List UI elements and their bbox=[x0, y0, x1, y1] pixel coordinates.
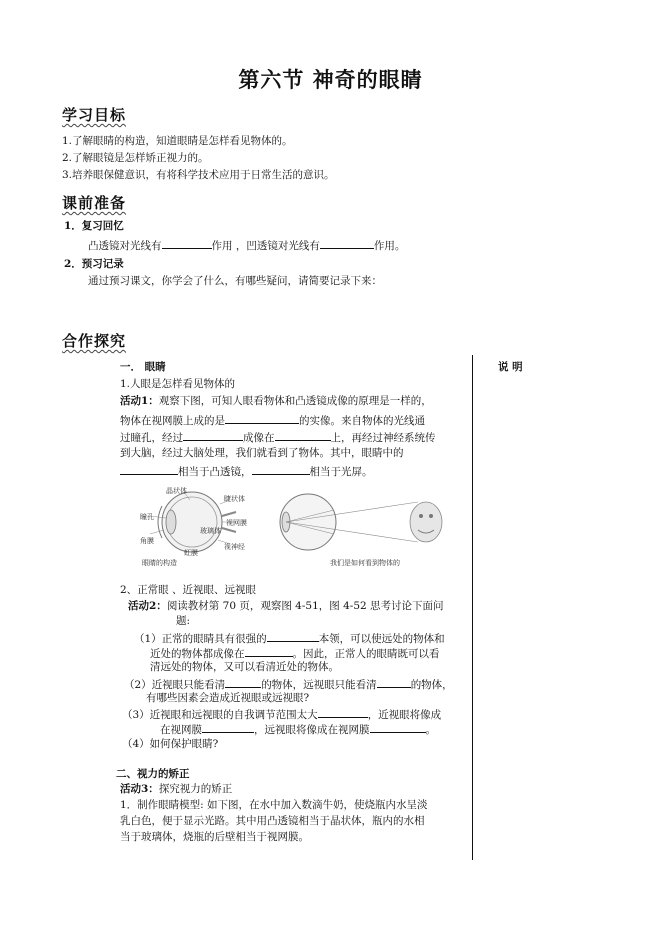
blank-act1-1[interactable] bbox=[225, 412, 299, 424]
q3-line2 bbox=[160, 721, 436, 738]
goal-item-2: 2.了解眼镜是怎样矫正视力的。 bbox=[62, 152, 209, 164]
activity1-line5 bbox=[120, 463, 373, 480]
activity1-text3b: 成像在 bbox=[243, 432, 275, 444]
activity1-text5b: 相当于光屏。 bbox=[309, 466, 373, 478]
blank-act1-4[interactable] bbox=[120, 463, 178, 475]
blank-q1-2[interactable] bbox=[245, 645, 293, 657]
blank-q2-2[interactable] bbox=[377, 676, 411, 688]
blank-q2-1[interactable] bbox=[225, 676, 261, 688]
prep-heading: 课前准备 bbox=[62, 194, 127, 212]
activity1-text1: 观察下图，可知人眼看物体和凸透镜成像的原理是一样的， bbox=[158, 395, 432, 407]
eye-structure-figure bbox=[140, 486, 250, 568]
q1-text-d: 。因此，正常人的眼睛既可以看 bbox=[292, 648, 440, 660]
activity1-text2a: 物体在视网膜上成的是 bbox=[120, 415, 225, 427]
review-line bbox=[88, 237, 405, 254]
activity1-line2 bbox=[120, 412, 425, 429]
preview-title: 2．预习记录 bbox=[64, 258, 124, 270]
blank-q3-2[interactable] bbox=[202, 721, 254, 733]
preview-text: 通过预习课文，你学会了什么，有哪些疑问，请简要记录下来： bbox=[88, 275, 382, 287]
q1-text-a: （1）正常的眼睛具有很强的 bbox=[134, 633, 267, 645]
activity3-step1-line2: 乳白色，便于显示光路。其中用凸透镜相当于晶状体，瓶内的水相 bbox=[120, 815, 425, 827]
activity1-text5a: 相当于凸透镜， bbox=[178, 466, 252, 478]
q1-text-c: 近处的物体都成像在 bbox=[150, 648, 245, 660]
activity1-line4: 到大脑，经过大脑处理，我们就看到了物体。其中，眼睛中的 bbox=[120, 447, 404, 459]
blank-review-2[interactable] bbox=[320, 237, 374, 249]
q4-line: （4）如何保护眼睛? bbox=[122, 738, 219, 750]
fig1-label-retina: 视网膜 bbox=[226, 519, 247, 527]
activity2-label: 活动2： bbox=[128, 600, 167, 612]
q2-text-a: （2）近视眼只能看清 bbox=[124, 679, 226, 691]
explore-heading: 合作探究 bbox=[62, 332, 127, 350]
section2-question: 2、正常眼 、近视眼、远视眼 bbox=[120, 584, 257, 596]
page-title: 第六节 神奇的眼睛 bbox=[238, 67, 423, 92]
q1-line3: 清远处的物体，又可以看清近处的物体。 bbox=[150, 661, 339, 673]
side-label: 说 明 bbox=[498, 361, 523, 373]
review-text-a: 凸透镜对光线有 bbox=[88, 240, 162, 252]
blank-q3-3[interactable] bbox=[370, 721, 426, 733]
fig1-label-vitreous: 玻璃体 bbox=[200, 527, 221, 535]
section1-title: 一． 眼睛 bbox=[120, 361, 166, 373]
blank-act1-2[interactable] bbox=[183, 429, 243, 441]
activity1-line3 bbox=[120, 429, 436, 446]
activity1-line1 bbox=[120, 394, 432, 409]
column-divider bbox=[472, 355, 473, 860]
q3-text-e: 。 bbox=[425, 724, 436, 736]
blank-review-1[interactable] bbox=[162, 237, 212, 249]
activity2-line1 bbox=[128, 599, 444, 614]
seeing-objects-diagram bbox=[268, 490, 448, 554]
goal-item-1: 1.了解眼睛的构造，知道眼睛是怎样看见物体的。 bbox=[62, 135, 293, 147]
blank-act1-3[interactable] bbox=[275, 429, 331, 441]
q3-text-a: （3）近视眼和远视眼的自我调节范围太大 bbox=[122, 709, 318, 721]
q3-text-c: 在视网膜 bbox=[160, 724, 202, 736]
seeing-objects-figure bbox=[268, 490, 448, 568]
blank-act1-5[interactable] bbox=[252, 463, 310, 475]
section3-title: 二、视力的矫正 bbox=[116, 768, 190, 780]
goal-item-3: 3.培养眼保健意识，有将科学技术应用于日常生活的意识。 bbox=[62, 169, 335, 181]
q2-text-b: 的物体，远视眼只能看清 bbox=[261, 679, 377, 691]
fig1-label-optic-nerve: 视神经 bbox=[224, 543, 245, 551]
q2-text-c: 的物体， bbox=[410, 679, 453, 691]
fig1-label-pupil: 瞳孔 bbox=[140, 513, 154, 521]
q1-text-b: 本领，可以使远处的物体和 bbox=[318, 633, 445, 645]
fig1-label-ciliary: 睫状体 bbox=[224, 495, 245, 503]
section1-question: 1.人眼是怎样看见物体的 bbox=[120, 378, 236, 390]
fig1-label-iris: 虹膜 bbox=[184, 549, 198, 557]
activity1-label: 活动1： bbox=[120, 395, 159, 407]
activity2-text1: 阅读教材第 70 页，观察图 4-51，图 4-52 思考讨论下面问 bbox=[166, 600, 444, 612]
activity2-line2: 题: bbox=[176, 615, 191, 627]
blank-q1-1[interactable] bbox=[267, 630, 319, 642]
fig1-caption: 眼睛的构造 bbox=[142, 559, 177, 567]
activity3-step1-line1: 1．制作眼睛模型: 如下图，在水中加入数滴牛奶，使烧瓶内水呈淡 bbox=[120, 799, 428, 811]
blank-q3-1[interactable] bbox=[318, 706, 368, 718]
goals-heading: 学习目标 bbox=[62, 106, 127, 124]
activity1-text2b: 的实像。来自物体的光线通 bbox=[299, 415, 425, 427]
activity3-line bbox=[120, 782, 232, 797]
activity1-text3a: 过瞳孔，经过 bbox=[120, 432, 183, 444]
activity3-step1-line3: 当于玻璃体，烧瓶的后壁相当于视网膜。 bbox=[120, 831, 309, 843]
fig1-label-cornea: 角膜 bbox=[140, 537, 154, 545]
review-text-c: 作用。 bbox=[373, 240, 406, 252]
q3-text-d: ，远视眼将像成在视网膜 bbox=[254, 724, 370, 736]
activity3-text: 探究视力的矫正 bbox=[158, 783, 233, 795]
activity3-label: 活动3： bbox=[120, 783, 159, 795]
review-title: 1．复习回忆 bbox=[64, 220, 124, 232]
activity1-text3c: 上，再经过神经系统传 bbox=[330, 432, 436, 444]
q2-line2: 有哪些因素会造成近视眼或远视眼? bbox=[146, 692, 310, 704]
review-text-b: 作用 ，凹透镜对光线有 bbox=[211, 240, 320, 252]
fig2-caption: 我们是如何看到物体的 bbox=[330, 559, 400, 567]
q3-text-b: ，近视眼将像成 bbox=[367, 709, 442, 721]
fig1-label-lens: 晶状体 bbox=[166, 487, 187, 495]
